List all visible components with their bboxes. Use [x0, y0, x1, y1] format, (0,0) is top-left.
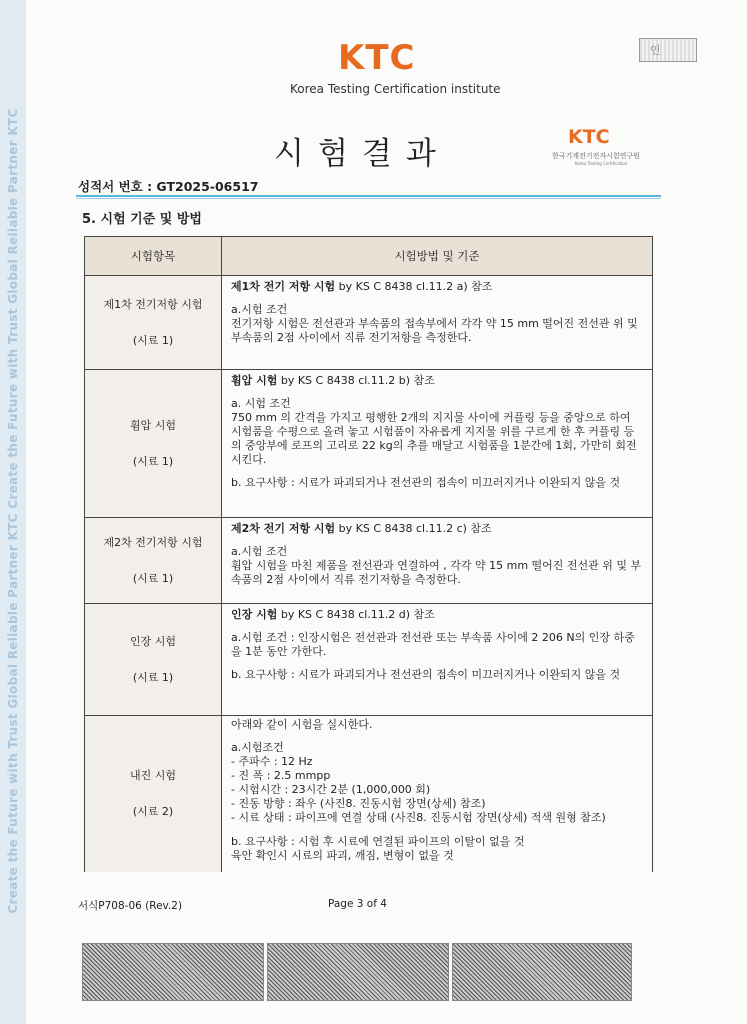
form-number: 서식P708-06 (Rev.2)	[78, 900, 183, 912]
test-requirement: b. 요구사항 : 시험 후 시료에 연결된 파이프의 이탈이 없을 것	[231, 834, 525, 848]
test-requirement: b. 요구사항 : 시료가 파괴되거나 전선관의 접속이 미끄러지거나 이완되지 않을 것	[231, 476, 621, 490]
test-method-cell	[222, 276, 653, 370]
test-condition-item: - 진 폭 : 2.5 mmpp	[231, 769, 331, 783]
test-condition-text: 휨압 시험을 마친 제품을 전선관과 연결하여 , 각각 약 15 mm 떨어진 전선관 위 및 부속품의 2점 사이에서 직류 전기저항을 측정한다.	[231, 559, 642, 587]
logo-subtitle: Korea Testing Certification institute	[290, 82, 501, 96]
seal-text: 인	[650, 44, 661, 57]
header-test-item: 시험항목	[85, 237, 222, 276]
seal-stamp	[639, 38, 697, 62]
security-pattern	[82, 943, 264, 1001]
test-item-sample: (시료 1)	[132, 670, 174, 684]
page-number: Page 3 of 4	[328, 898, 387, 910]
ktc-small-logo	[568, 126, 610, 148]
test-condition-text: 전기저항 시험은 전선관과 부속품의 접속부에서 각각 약 15 mm 떨어진 전선관 위 및 부속품의 2점 사이에서 직류 전기저항을 측정한다.	[231, 317, 638, 345]
table-row	[85, 276, 653, 370]
test-reference: by KS C 8438 cl.11.2 b) 참조	[277, 374, 435, 387]
security-pattern	[267, 943, 449, 1001]
test-reference: by KS C 8438 cl.11.2 d) 참조	[277, 608, 435, 621]
side-banner	[0, 0, 26, 1024]
test-title: 제1차 전기 저항 시험	[231, 280, 336, 293]
test-condition-text: a.시험 조건 : 인장시험은 전선관과 전선관 또는 부속품 사이에 2 206 N의 인장 하중을 1분 동안 가한다.	[231, 631, 635, 659]
test-item-cell	[85, 604, 222, 716]
table-row	[85, 716, 653, 872]
test-method-cell	[222, 604, 653, 716]
test-condition-label: a.시험조건	[231, 741, 284, 755]
ktc-small-subtitle-en: Korea Testing Certification	[575, 161, 628, 166]
test-condition-item: - 시험시간 : 23시간 2분 (1,000,000 회)	[231, 783, 431, 797]
test-condition-label: a. 시험 조건	[231, 397, 291, 411]
test-reference: by KS C 8438 cl.11.2 a) 참조	[335, 280, 493, 293]
header-test-method: 시험방법 및 기준	[222, 237, 653, 276]
test-reference: by KS C 8438 cl.11.2 c) 참조	[335, 522, 492, 535]
test-condition-label: a.시험 조건	[231, 545, 288, 559]
test-item-sample: (시료 2)	[132, 804, 174, 818]
test-item-sample: (시료 1)	[132, 454, 174, 468]
test-item-cell	[85, 518, 222, 604]
test-item-name: 인장 시험	[129, 635, 176, 649]
test-title: 휨압 시험	[231, 374, 278, 387]
document-title: 시험결과	[274, 136, 450, 172]
test-requirement: b. 요구사항 : 시료가 파괴되거나 전선관의 접속이 미끄러지거나 이완되지 않을 것	[231, 668, 621, 682]
test-item-cell	[85, 276, 222, 370]
test-condition-item: - 진동 방향 : 좌우 (사진8. 진동시험 장면(상세) 참조)	[231, 797, 486, 811]
test-title: 제2차 전기 저항 시험	[231, 522, 336, 535]
side-banner-text: Create the Future with Trust Global Reliable Partner KTC Create the Future with Trust Global Reliable Partner KTC	[6, 108, 20, 914]
table-row	[85, 370, 653, 518]
test-item-sample: (시료 1)	[132, 571, 174, 585]
table-header-row	[85, 237, 653, 276]
test-condition-label: a.시험 조건	[231, 303, 288, 317]
ktc-small-mark: KTC	[568, 126, 610, 148]
header-divider	[76, 195, 661, 197]
test-condition-item: - 시료 상태 : 파이프에 연결 상태 (사진8. 진동시험 장면(상세) 적색 원형 참조)	[231, 811, 606, 825]
test-condition-text: 750 mm 의 간격을 가지고 평행한 2개의 지지물 사이에 커플링 등을 중앙으로 하여 시험품을 수평으로 올려 놓고 시험품이 자유롭게 지지물 위를 구르게 한 후 커플링 등의 중앙부에 로프의 고리로 22 kg의 추를 매달고 시험품을 1분간에 1회, 가만히 회전시킨다.	[231, 411, 637, 467]
test-item-name: 제1차 전기저항 시험	[103, 298, 203, 312]
test-method-cell	[222, 716, 653, 872]
test-item-cell	[85, 716, 222, 872]
test-title: 인장 시험	[231, 608, 278, 621]
ktc-logo-mark: KTC	[338, 38, 416, 78]
certificate-number: 성적서 번호 : GT2025-06517	[78, 179, 259, 194]
test-intro: 아래와 같이 시험을 실시한다.	[231, 718, 373, 731]
test-item-name: 휨압 시험	[129, 419, 176, 433]
test-method-table	[84, 236, 653, 872]
test-requirement-2: 육안 확인시 시료의 파괴, 깨짐, 변형이 없을 것	[231, 848, 454, 862]
table-row	[85, 518, 653, 604]
section-title: 5. 시험 기준 및 방법	[82, 212, 202, 227]
ktc-small-subtitle-ko: 한국기계전기전자시험연구원	[552, 152, 640, 160]
table-row	[85, 604, 653, 716]
security-pattern	[452, 943, 632, 1001]
test-condition-item: - 주파수 : 12 Hz	[231, 755, 313, 769]
ktc-logo	[338, 38, 416, 78]
test-item-name: 제2차 전기저항 시험	[103, 536, 203, 550]
test-method-cell	[222, 518, 653, 604]
test-item-cell	[85, 370, 222, 518]
test-item-sample: (시료 1)	[132, 333, 174, 347]
header-divider-thin	[76, 198, 661, 199]
test-method-cell	[222, 370, 653, 518]
test-item-name: 내진 시험	[129, 769, 176, 783]
